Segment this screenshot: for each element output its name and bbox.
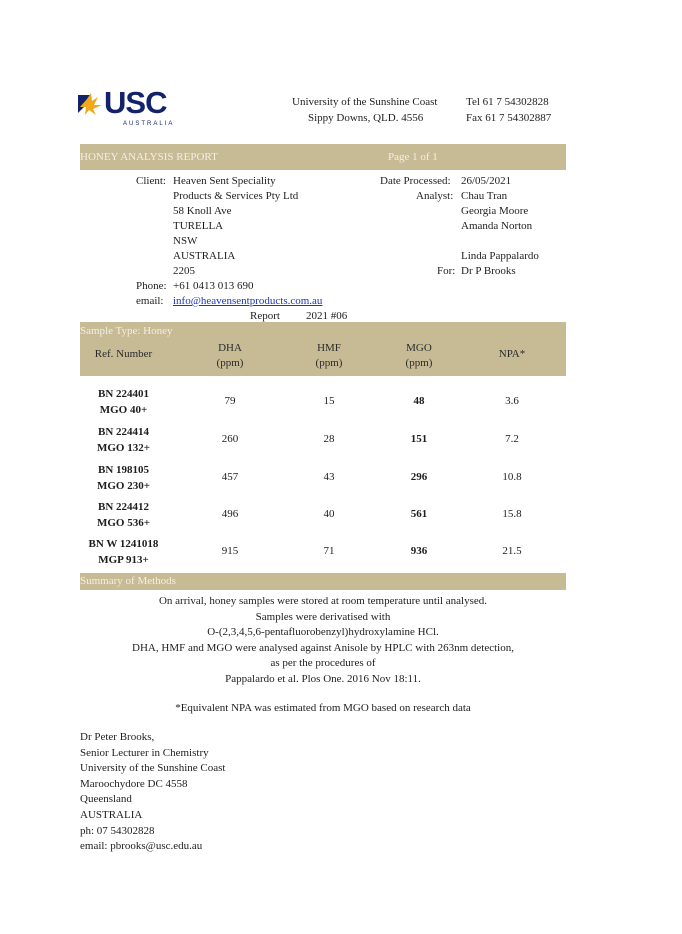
page-indicator: Page 1 of 1 (388, 151, 438, 163)
dha-value: 457 (221, 471, 239, 483)
signature-line: Dr Peter Brooks, (80, 731, 155, 743)
mgo-value: 48 (413, 395, 425, 407)
ref-batch: BN 224401 (97, 388, 150, 400)
ref-number (80, 386, 167, 418)
signature-line: University of the Sunshine Coast (80, 762, 226, 775)
ref-grade: MGO 230+ (96, 480, 150, 492)
npa-value: 3.6 (505, 395, 519, 407)
extra-analyst: Linda Pappalardo (461, 250, 539, 262)
mgo-value: 561 (410, 508, 428, 520)
col-mgo-unit: (ppm) (405, 357, 433, 369)
col-mgo-name: MGO (406, 342, 432, 354)
col-dha-unit: (ppm) (216, 357, 244, 369)
signature-line: email: pbrooks@usc.edu.au (80, 840, 203, 853)
mgo-value: 151 (410, 433, 428, 445)
for-label: For: (437, 265, 456, 277)
npa-value: 10.8 (502, 471, 522, 483)
ref-grade: MGP 913+ (98, 554, 149, 566)
report-number: 2021 #06 (306, 310, 348, 322)
hmf-value: 43 (323, 471, 335, 483)
client-line: Products & Services Pty Ltd (173, 190, 299, 202)
date-processed: 26/05/2021 (461, 175, 512, 187)
client-address (173, 174, 298, 279)
dha-value: 496 (221, 508, 239, 520)
table-row (80, 421, 566, 459)
mgo-value: 936 (410, 545, 428, 557)
university-name: University of the Sunshine Coast (292, 96, 438, 108)
signature-block (80, 730, 225, 855)
dha-value: 79 (224, 395, 236, 407)
for-name: Dr P Brooks (461, 265, 516, 277)
npa-value: 21.5 (502, 545, 522, 557)
ref-number (80, 462, 167, 494)
method-line: Samples were derivatised with (255, 610, 391, 623)
ref-grade: MGO 536+ (96, 517, 150, 529)
method-line: as per the procedures of (270, 657, 376, 669)
table-row (80, 496, 566, 534)
ref-number (80, 424, 167, 456)
logo-country: AUSTRALIA (123, 121, 175, 127)
analyst-list (461, 189, 532, 234)
ref-batch: BN 224412 (97, 501, 150, 513)
methods-text (80, 594, 566, 687)
dha-value: 260 (221, 433, 239, 445)
tel: Tel 61 7 54302828 (466, 96, 549, 108)
npa-value: 15.8 (502, 508, 522, 520)
table-row (80, 459, 566, 497)
ref-grade: MGO 40+ (99, 404, 148, 416)
phone-label: Phone: (136, 280, 167, 292)
mgo-value: 296 (410, 471, 428, 483)
summary-title: Summary of Methods (80, 575, 176, 587)
signature-line: Senior Lecturer in Chemistry (80, 746, 209, 759)
date-processed-label: Date Processed: (380, 175, 451, 187)
ref-batch: BN 224414 (97, 426, 150, 438)
table-row (80, 383, 566, 421)
hmf-value: 15 (323, 395, 335, 407)
client-line: 58 Knoll Ave (173, 205, 232, 217)
table-row (80, 533, 566, 571)
logo-brand: USC (104, 85, 167, 120)
col-dha-header (200, 341, 260, 371)
hmf-value: 28 (323, 433, 335, 445)
report-title: HONEY ANALYSIS REPORT (80, 151, 218, 163)
col-npa-header: NPA* (498, 348, 526, 360)
table-header (80, 322, 566, 376)
ref-number (80, 536, 167, 568)
fax: Fax 61 7 54302887 (466, 112, 552, 124)
report-title-bar (80, 144, 566, 170)
hmf-value: 40 (323, 508, 335, 520)
hmf-value: 71 (323, 545, 335, 557)
method-line: Pappalardo et al. Plos One. 2016 Nov 18:11. (225, 672, 421, 685)
method-line: O-(2,3,4,5,6-pentafluorobenzyl)hydroxylamine HCl. (207, 626, 439, 638)
col-hmf-name: HMF (317, 342, 341, 354)
summary-bar (80, 573, 566, 590)
sample-type: Sample Type: Honey (80, 325, 173, 337)
usc-logo-icon (78, 93, 104, 115)
method-line: DHA, HMF and MGO were analysed against Anisole by HPLC with 263nm detection, (132, 641, 514, 654)
ref-batch: BN 198105 (97, 464, 150, 476)
client-line: Heaven Sent Speciality (173, 175, 276, 187)
col-mgo-header (389, 341, 449, 371)
client-label: Client: (136, 175, 166, 187)
client-phone: +61 0413 013 690 (173, 280, 254, 292)
col-dha-name: DHA (218, 342, 242, 354)
ref-batch: BN W 1241018 (88, 538, 159, 550)
npa-value: 7.2 (505, 433, 519, 445)
client-line: TURELLA (173, 220, 224, 232)
method-line: On arrival, honey samples were stored at room temperature until analysed. (158, 595, 488, 607)
analyst-name: Chau Tran (461, 190, 508, 202)
client-line: 2205 (173, 265, 195, 277)
client-line: NSW (173, 235, 198, 247)
university-address: Sippy Downs, QLD. 4556 (308, 112, 424, 124)
signature-line: Queensland (80, 793, 132, 806)
npa-note: *Equivalent NPA was estimated from MGO based on research data (175, 702, 471, 714)
client-email-link[interactable]: info@heavensentproducts.com.au (173, 295, 323, 307)
report-label: Report (250, 310, 280, 322)
email-label: email: (136, 295, 164, 307)
col-hmf-header (299, 341, 359, 371)
signature-line: ph: 07 54302828 (80, 824, 155, 837)
analyst-name: Georgia Moore (461, 205, 529, 217)
signature-line: AUSTRALIA (80, 808, 143, 821)
dha-value: 915 (221, 545, 239, 557)
client-line: AUSTRALIA (173, 250, 236, 262)
col-hmf-unit: (ppm) (315, 357, 343, 369)
ref-number (80, 499, 167, 531)
signature-line: Maroochydore DC 4558 (80, 777, 188, 790)
col-ref-header: Ref. Number (94, 348, 153, 360)
analyst-name: Amanda Norton (461, 220, 533, 232)
ref-grade: MGO 132+ (96, 442, 150, 454)
analyst-label: Analyst: (416, 190, 454, 202)
